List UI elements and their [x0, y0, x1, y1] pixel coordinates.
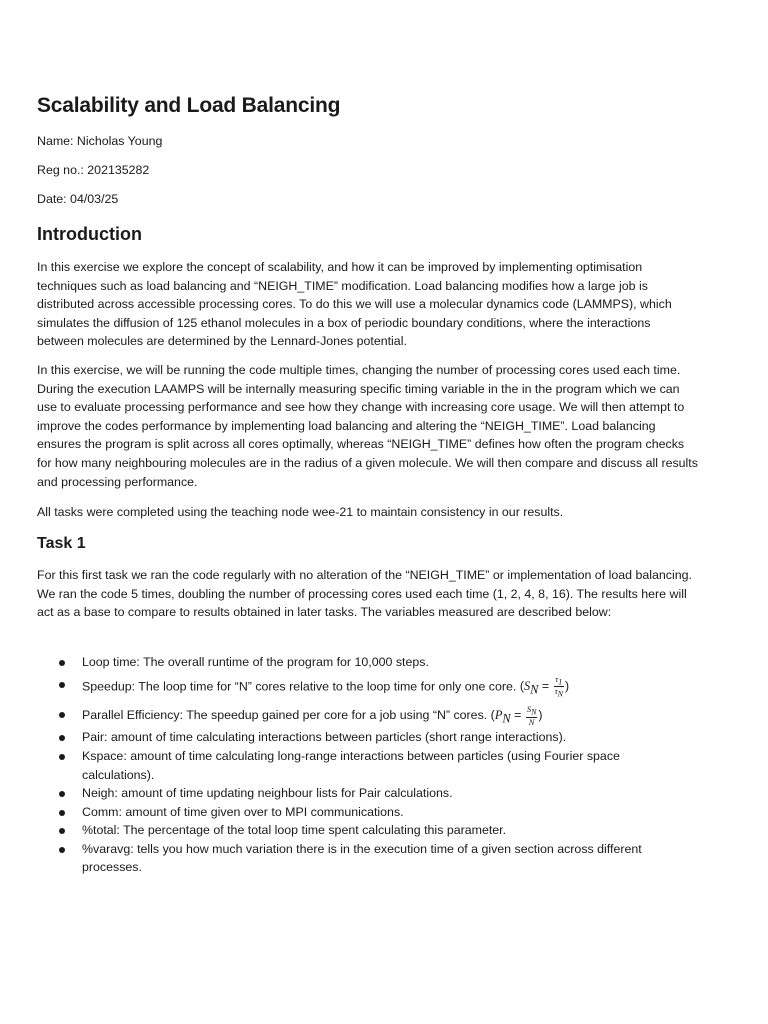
list-item-comm: Comm: amount of time given over to MPI communications.: [37, 803, 727, 822]
introduction-heading: Introduction: [37, 224, 142, 244]
introduction-heading-block: [37, 224, 697, 245]
list-item-varavg: %varavg: tells you how much variation there is in the execution time of a given section across different processes.: [37, 840, 727, 877]
introduction-paragraph-3-block: [37, 503, 697, 522]
bullet-icon: [59, 712, 65, 718]
introduction-paragraph-3: All tasks were completed using the teaching node wee-21 to maintain consistency in our results.: [37, 505, 564, 519]
bullet-icon: [59, 810, 65, 816]
list-item-total: %total: The percentage of the total loop time spent calculating this parameter.: [37, 821, 727, 840]
list-item-neigh: Neigh: amount of time updating neighbour lists for Pair calculations.: [37, 784, 727, 803]
bullet-icon: [59, 660, 65, 666]
list-item-loop-time: Loop time: The overall runtime of the program for 10,000 steps.: [37, 653, 727, 672]
task1-heading: Task 1: [37, 535, 86, 552]
task1-heading-block: [37, 535, 697, 553]
introduction-paragraph-1: In this exercise we explore the concept of scalability, and how it can be improved by implementing optimisation techniques such as load balancing and “NEIGH_TIME” modification. Load balancing modifies how a large job is distributed across accessible processing cores. To do this we will use a molecular dynamics code (LAMMPS), which simulates the diffusion of 125 ethanol molecules in a box of periodic boundary conditions, where the interactions between molecules are determined by the Lennard-Jones potential.: [37, 260, 672, 349]
registration-number: Reg no.: 202135282: [37, 163, 150, 177]
introduction-paragraph-2: In this exercise, we will be running the code multiple times, changing the number of processing cores used each time. During the execution LAAMPS will be internally measuring specific timing variable in the in the program which we can use to evaluate processing performance and see how they change with increasing core usage. We will then attempt to improve the codes performance by implementing load balancing and altering the “NEIGH_TIME”. Load balancing ensures the program is split across all cores optimally, whereas “NEIGH_TIME” defines how often the program checks for how many neighbouring molecules are in the radius of a given molecule. We will then compare and discuss all results and processing performance.: [37, 363, 698, 489]
document-title: Scalability and Load Balancing: [37, 94, 341, 117]
document-date: Date: 04/03/25: [37, 192, 119, 206]
bullet-icon: [59, 682, 65, 688]
list-item-speedup: Speedup: The loop time for “N” cores relative to the loop time for only one core. ($S_N$ = $\frac{\tau_1}{\tau_N}$ ): [37, 675, 727, 700]
list-item-parallel-efficiency: Parallel Efficiency: The speedup gained per core for a job using “N” cores. ($P_N$ = $\frac{S_N}{N}$ ): [37, 705, 727, 728]
bullet-icon: [59, 847, 65, 853]
document-title-block: [37, 94, 697, 118]
speedup-formula: ($S_N$ = $\frac{\tau_1}{\tau_N}$ ): [519, 673, 570, 699]
efficiency-formula: ($P_N$ = $\frac{S_N}{N}$ ): [490, 704, 543, 727]
task1-paragraph-block: [37, 566, 697, 622]
introduction-paragraph-1-block: [37, 258, 699, 351]
bullet-icon: [59, 791, 65, 797]
introduction-paragraph-2-block: [37, 361, 699, 491]
author-name: Name: Nicholas Young: [37, 134, 163, 148]
list-item-kspace: Kspace: amount of time calculating long-range interactions between particles (using Fourier space calculations).: [37, 747, 727, 784]
bullet-icon: [59, 828, 65, 834]
bullet-icon: [59, 735, 65, 741]
task1-paragraph: For this first task we ran the code regularly with no alteration of the “NEIGH_TIME” or implementation of load balancing. We ran the code 5 times, doubling the number of processing cores used each time (1, 2, 4, 8, 16). The results here will act as a base to compare to results obtained in later tasks. The variables measured are described below:: [37, 568, 692, 620]
variables-list-block: [37, 653, 727, 877]
list-item-pair: Pair: amount of time calculating interactions between particles (short range interactions).: [37, 728, 727, 747]
variables-list: [37, 653, 727, 877]
bullet-icon: [59, 754, 65, 760]
